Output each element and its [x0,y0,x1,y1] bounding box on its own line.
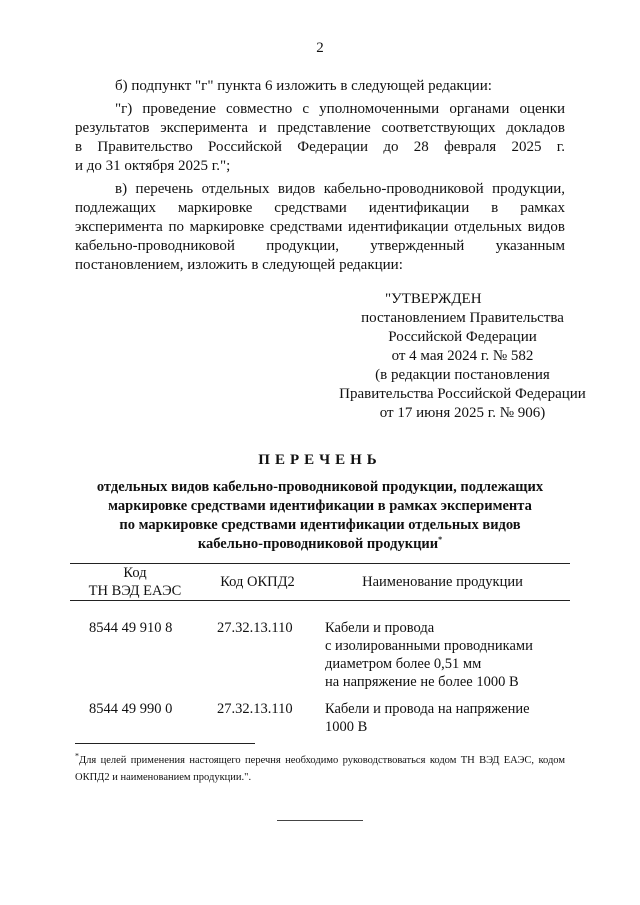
cell-code-okpd2: 27.32.13.110 [217,620,293,636]
approval-title: "УТВЕРЖДЕН [385,291,482,307]
header-code-okpd2: Код ОКПД2 [220,574,295,590]
paragraph-b [75,77,565,96]
approval-line: (в редакции постановления [375,367,550,383]
approval-block [335,290,590,423]
paragraph-g [75,100,565,176]
cell-code-tnved: 8544 49 910 8 [89,620,173,636]
cell-product-name-line: Кабели и провода на напряжение [325,701,530,717]
cell-product-name [325,700,570,736]
paragraph-v-line: подлежащих маркировке средствами идентификации в рамках [75,200,565,216]
table-header-rule [70,600,570,601]
list-subtitle-line: отдельных видов кабельно-проводниковой продукции, подлежащих [96,479,544,495]
footnote [75,752,565,786]
list-subtitle-text: кабельно-проводниковой продукции [197,536,439,552]
list-subtitle-line [75,535,565,554]
approval-line: от 4 мая 2024 г. № 582 [391,348,534,364]
cell-code-tnved: 8544 49 990 0 [89,701,173,717]
cell-product-name [325,619,570,691]
cell-code-okpd2: 27.32.13.110 [217,701,293,717]
paragraph-g-line: в Правительство Российской Федерации до 28 февраля 2025 г. [75,139,565,155]
approval-line: Правительства Российской Федерации [339,386,586,402]
cell-product-name-line: диаметром более 0,51 мм [325,656,482,672]
page-number: 2 [316,40,324,56]
paragraph-g-line: результатов эксперимента и представление соответствующих докладов [75,120,565,136]
paragraph-v-line: постановлением, изложить в следующей редакции: [75,257,403,273]
cell-product-name-line: Кабели и провода [325,620,435,636]
cell-product-name-line: 1000 В [325,719,368,735]
header-code-tnved [70,564,200,600]
approval-line: постановлением Правительства [361,310,564,326]
header-code-tnved-line: ТН ВЭД ЕАЭС [88,583,182,599]
end-rule [277,820,363,821]
paragraph-b-line: б) подпункт "г" пункта 6 изложить в следующей редакции: [115,78,492,94]
footnote-mark: * [75,751,79,761]
paragraph-v [75,180,565,275]
cell-product-name-line: на напряжение не более 1000 В [325,674,519,690]
paragraph-v-line: в) перечень отдельных видов кабельно-проводниковой продукции, [115,181,565,197]
list-subtitle-line: маркировке средствами идентификации в рамках эксперимента [108,498,532,514]
paragraph-v-line: эксперимента по маркировке средствами идентификации отдельных видов [75,219,565,235]
footnote-text: Для целей применения настоящего перечня необходимо руководствоваться кодом ТН ВЭД ЕАЭС, кодом ОКПД2 и наименованием продукции.". [75,755,565,783]
cell-product-name-line: с изолированными проводниками [325,638,533,654]
paragraph-v-line: кабельно-проводниковой продукции, утвержденный указанным [75,238,565,254]
paragraph-g-line: "г) проведение совместно с уполномоченными органами оценки [115,101,565,117]
list-subtitle-line: по маркировке средствами идентификации отдельных видов [119,517,521,533]
footnote-mark: * [438,535,443,545]
list-subtitle [75,478,565,554]
approval-line: Российской Федерации [388,329,537,345]
footnote-separator [75,743,255,744]
approval-line: от 17 июня 2025 г. № 906) [379,405,546,421]
header-code-tnved-line: Код [123,565,147,581]
list-title: ПЕРЕЧЕНЬ [258,452,382,468]
header-product-name: Наименование продукции [362,574,523,590]
paragraph-g-line: и до 31 октября 2025 г."; [75,158,231,174]
